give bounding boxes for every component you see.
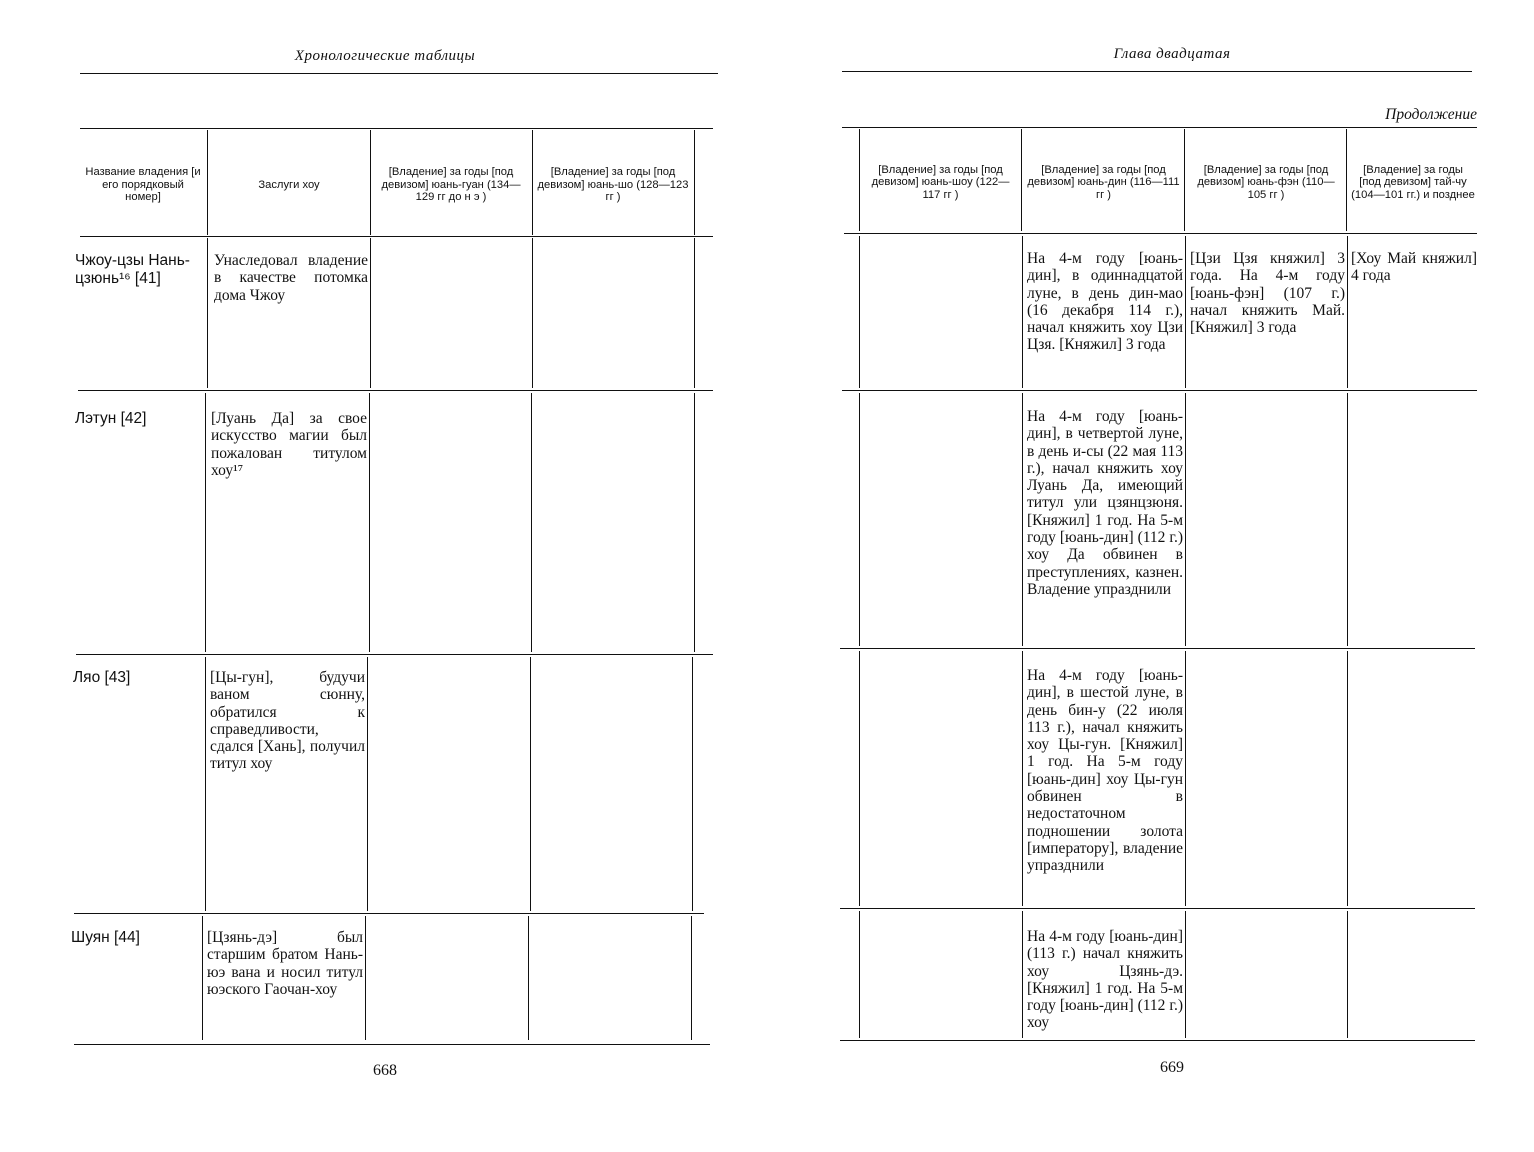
right-col-divider <box>1185 236 1186 388</box>
left-col-divider <box>207 238 208 388</box>
merit-text: [Цы-гун], будучи ваном сюнну, обратился к справедливости, сдался [Хань], получил титул хоу <box>210 669 365 773</box>
right-table-bottom-rule <box>840 1040 1475 1041</box>
right-col-divider <box>859 129 860 231</box>
domain-name: Лэтун [42] <box>75 410 147 427</box>
merit-text: [Цзянь-дэ] был старшим братом Нань-юэ вана и носил титул юэского Гаочан-хоу <box>207 929 363 998</box>
right-col-divider <box>859 651 860 906</box>
left-col-divider <box>365 916 366 1040</box>
column-header: [Владение] за годы [под девизом] юань-гуан (134—129 гг до н э ) <box>381 166 521 204</box>
left-table-bottom-rule <box>74 1044 710 1045</box>
left-col-divider <box>694 238 695 388</box>
yuanding-text: На 4-м году [юань-дин], в одиннадцатой луне, в день дин-мао (16 декабря 114 г.), начал княжить хоу Цзи Цзя. [Княжил] 3 года <box>1027 250 1183 354</box>
domain-name: Чжоу-цзы Нань-цзюнь¹⁶ [41] <box>75 252 190 287</box>
right-col-divider <box>1185 911 1186 1038</box>
left-row-divider <box>76 654 713 655</box>
left-col-divider <box>530 657 531 911</box>
right-row-divider <box>842 390 1477 391</box>
left-col-divider <box>202 916 203 1040</box>
column-header: [Владение] за годы [под девизом] юань-шо (128—123 гг ) <box>537 166 689 204</box>
left-col-divider <box>528 916 529 1040</box>
yuanding-text: На 4-м году [юань-дин], в четвертой луне, в день и-сы (22 мая 113 г.), начал княжить хоу Луань Да, имеющий титул ули цзянцзюня. [Княжил] 1 год. На 5-м году [юань-дин] (112 г.) хоу Да обвинен в преступлениях, казнен. Владение упразднили <box>1027 408 1183 598</box>
page-number: 669 <box>1160 1059 1184 1076</box>
left-col-divider <box>532 238 533 388</box>
continuation-label: Продолжение <box>1385 106 1477 123</box>
right-col-divider <box>1184 129 1185 231</box>
left-col-divider <box>370 238 371 388</box>
right-col-divider <box>1347 236 1348 388</box>
yuanding-text: На 4-м году [юань-дин] (113 г.) начал княжить хоу Цзянь-дэ. [Княжил] 1 год. На 5-м году [юань-дин] (112 г.) хоу <box>1027 928 1183 1032</box>
left-col-divider <box>367 657 368 911</box>
left-col-divider <box>207 130 208 235</box>
left-col-divider <box>370 130 371 235</box>
column-header: [Владение] за годы [под девизом] юань-шоу (122—117 гг ) <box>871 163 1010 201</box>
right-col-divider <box>1022 393 1023 646</box>
left-row-divider <box>78 390 713 391</box>
left-col-divider <box>205 393 206 652</box>
right-table-top-rule <box>842 127 1477 128</box>
yuanfeng-text: [Цзи Цзя княжил] 3 года. На 4-м году [юань-фэн] (107 г.) начал княжить Май. [Княжил] 3 года <box>1190 250 1345 337</box>
left-table-top-rule <box>80 128 713 129</box>
right-col-divider <box>1022 651 1023 906</box>
right-col-divider <box>859 393 860 646</box>
right-col-divider <box>1347 911 1348 1038</box>
column-header: [Владение] за годы [под девизом] тай-чу (104—101 гг.) и позднее <box>1351 163 1475 201</box>
left-col-divider <box>532 130 533 235</box>
column-header: [Владение] за годы [под девизом] юань-дин (116—111 гг ) <box>1027 163 1180 201</box>
right-col-divider <box>1347 651 1348 906</box>
right-col-divider <box>1347 393 1348 646</box>
left-col-divider <box>692 657 693 911</box>
taichu-text: [Хоу Май княжил] 4 года <box>1351 250 1477 285</box>
column-header: Заслуги хоу <box>258 178 320 191</box>
right-page <box>767 0 1534 1152</box>
left-col-divider <box>369 393 370 652</box>
right-row-divider <box>840 648 1475 649</box>
left-col-divider <box>205 657 206 911</box>
left-col-divider <box>694 130 695 235</box>
yuanding-text: На 4-м году [юань-дин], в шестой луне, в день бин-у (22 июля 113 г.), начал княжить хоу Цы-гун. [Княжил] 1 год. На 5-м году [юань-дин] хоу Цы-гун обвинен в недостаточном подношении золота [императору], владение упразднили <box>1027 667 1183 875</box>
left-header-rule <box>80 73 718 74</box>
right-running-header: Глава двадцатая <box>1113 46 1231 62</box>
right-col-divider <box>859 236 860 388</box>
merit-text: Унаследовал владение в качестве потомка дома Чжоу <box>214 252 368 304</box>
left-col-divider <box>531 393 532 652</box>
right-col-divider <box>1185 651 1186 906</box>
right-col-divider <box>1022 236 1023 388</box>
column-header: Название владения [и его порядковый номер] <box>85 166 201 204</box>
left-col-divider <box>691 916 692 1040</box>
right-col-divider <box>1185 393 1186 646</box>
left-header-bottom-rule <box>80 236 713 237</box>
right-header-rule <box>842 71 1472 72</box>
left-running-header: Хронологические таблицы <box>294 48 476 64</box>
right-row-divider <box>840 908 1475 909</box>
left-col-divider <box>694 393 695 652</box>
page-number: 668 <box>373 1062 397 1079</box>
merit-text: [Луань Да] за свое искусство магии был пожалован титулом хоу¹⁷ <box>211 410 367 479</box>
right-col-divider <box>1022 911 1023 1038</box>
right-col-divider <box>859 911 860 1038</box>
left-row-divider <box>74 913 704 914</box>
right-col-divider <box>1346 129 1347 231</box>
domain-name: Шуян [44] <box>71 929 140 946</box>
right-col-divider <box>1021 129 1022 231</box>
column-header: [Владение] за годы [под девизом] юань-фэн (110—105 гг ) <box>1197 163 1335 201</box>
domain-name: Ляо [43] <box>73 669 131 686</box>
right-header-bottom-rule <box>844 233 1477 234</box>
